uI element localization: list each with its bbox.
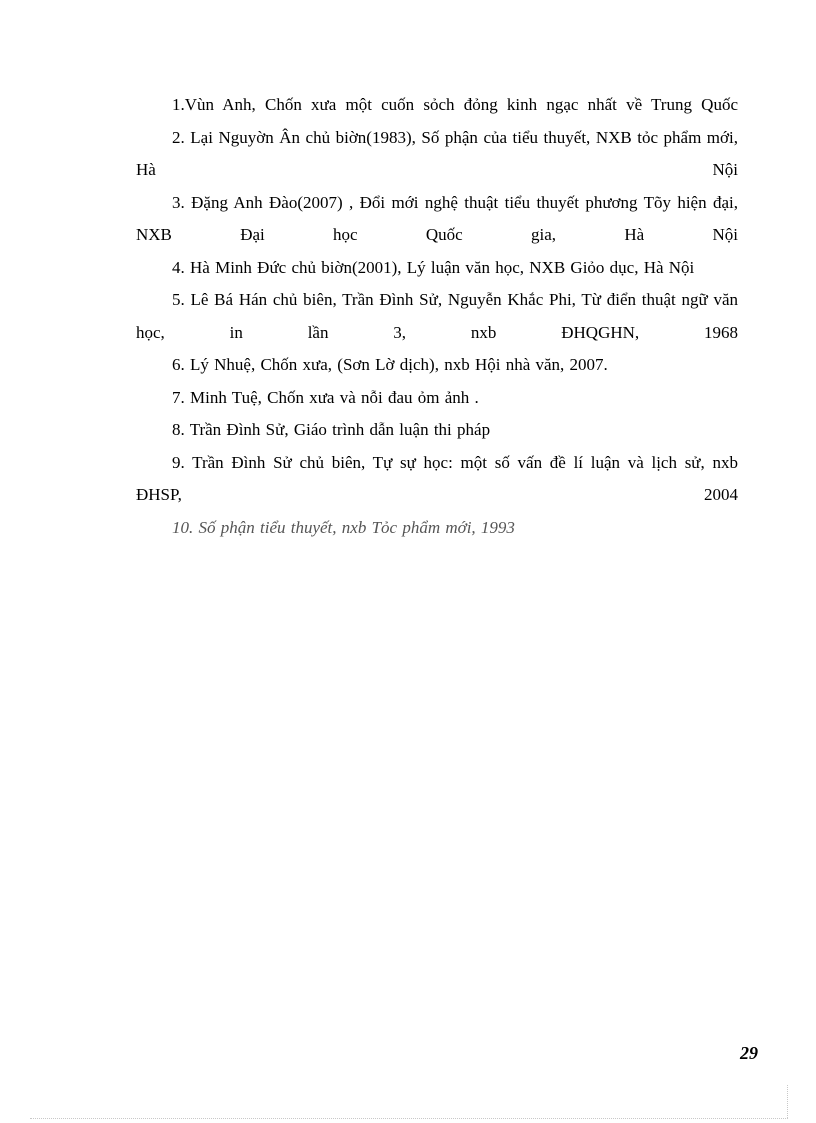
page-right-border (787, 1085, 788, 1118)
reference-item-2: 2. Lại Nguyờn Ân chủ biờn(1983), Số phận của tiểu thuyết, NXB tỏc phẩm mới, Hà Nội (136, 127, 738, 179)
reference-item-7: 7. Minh Tuệ, Chốn xưa và nỗi đau ỏm ảnh . (172, 387, 479, 407)
page-number: 29 (740, 1043, 758, 1063)
reference-item-10: 10. Số phận tiểu thuyết, nxb Tỏc phẩm mới, 1993 (172, 517, 515, 537)
reference-item-3: 3. Đặng Anh Đào(2007) , Đổi mới nghệ thuật tiểu thuyết phương Tõy hiện đại, NXB Đại học Quốc gia, Hà Nội (136, 192, 738, 244)
reference-list (136, 89, 738, 544)
reference-item-1: 1.Vùn Anh, Chốn xưa một cuốn sỏch đỏng kinh ngạc nhất về Trung Quốc (172, 95, 738, 114)
page-bottom-border (30, 1118, 788, 1119)
reference-item-6: 6. Lý Nhuệ, Chốn xưa, (Sơn Lờ dịch), nxb Hội nhà văn, 2007. (172, 355, 608, 374)
reference-item-5: 5. Lê Bá Hán chủ biên, Trần Đình Sử, Nguyễn Khắc Phi, Từ điển thuật ngữ văn học, in lần 3, nxb ĐHQGHN, 1968 (136, 290, 738, 342)
reference-item-8: 8. Trần Đình Sử, Giáo trình dẫn luận thi pháp (172, 420, 491, 439)
reference-item-9: 9. Trần Đình Sử chủ biên, Tự sự học: một số vấn đề lí luận và lịch sử, nxb ĐHSP, 2004 (136, 452, 738, 504)
reference-item-4: 4. Hà Minh Đức chủ biờn(2001), Lý luận văn học, NXB Giỏo dục, Hà Nội (172, 257, 695, 277)
